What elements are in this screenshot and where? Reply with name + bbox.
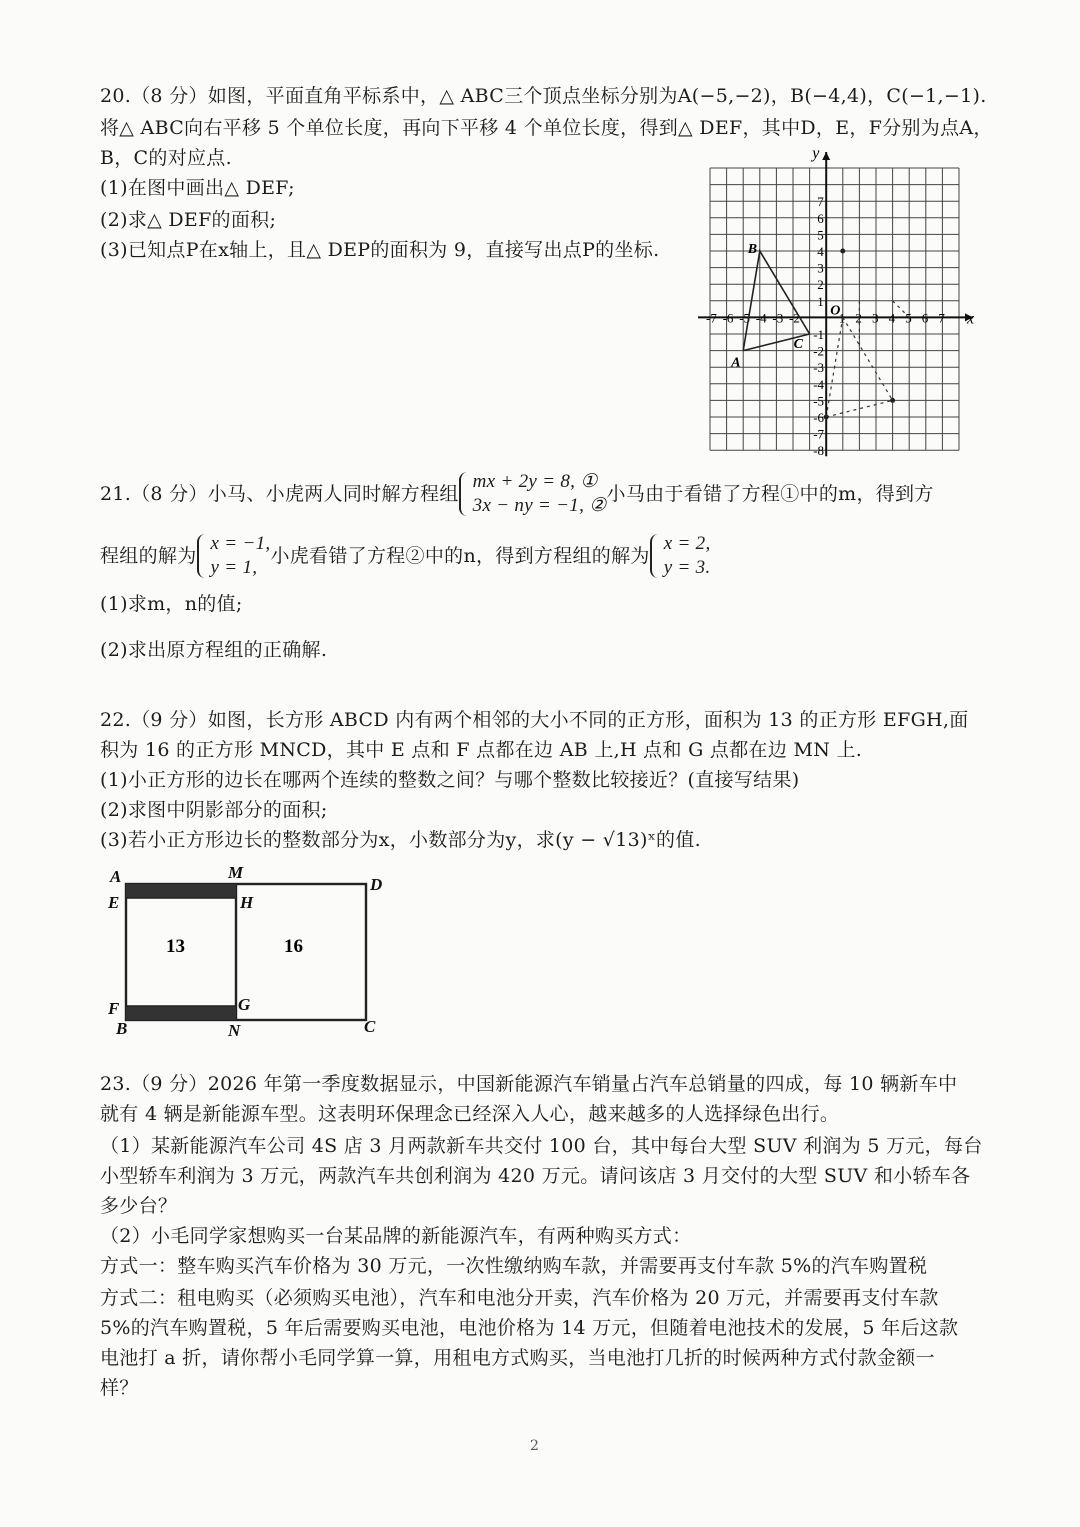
- y-tick-label: -8: [813, 443, 825, 459]
- q20-line1: 20.（8 分）如图，平面直角平标系中，△ ABC三个顶点坐标分别为A(−5,−2)，B(−4,4)，C(−1,−1).: [100, 85, 987, 107]
- origin-label: O: [830, 303, 841, 319]
- page-number: 2: [530, 1438, 540, 1454]
- label-h: H: [240, 893, 254, 912]
- sketch-dot: [824, 415, 829, 420]
- shaded-top: [126, 884, 236, 898]
- q23-line2: 就有 4 辆是新能源车型。这表明环保理念已经深入人心，越来越多的人选择绿色出行。: [100, 1103, 840, 1125]
- coordinate-grid: [690, 140, 990, 459]
- x-tick-label: -5: [739, 310, 751, 326]
- sketch-dot: [890, 398, 895, 403]
- q20-line3: B，C的对应点.: [100, 147, 232, 169]
- y-tick-label: -1: [813, 327, 825, 342]
- q21-sol1a: x = −1,: [210, 533, 271, 554]
- q22-part1: (1)小正方形的边长在哪两个连续的整数之间？与哪个整数比较接近？(直接写结果): [100, 769, 800, 791]
- label-a: A: [110, 867, 122, 886]
- q21-sol1: [211, 532, 271, 580]
- y-tick-label: 2: [817, 277, 824, 293]
- x-tick-label: 5: [905, 310, 912, 326]
- q23-method1: 方式一：整车购买汽车价格为 30 万元，一次性缴纳购车款，并需要再支付车款 5%的汽车购置税: [100, 1255, 928, 1277]
- sketch-dot: [840, 249, 845, 254]
- y-tick-label: 6: [817, 210, 824, 226]
- q21-solution2: [650, 532, 711, 580]
- x-tick-label: 6: [921, 310, 929, 326]
- q21-system: [459, 470, 607, 518]
- q21-sol2a: x = 2,: [663, 533, 711, 554]
- shaded-bottom: [126, 1006, 236, 1020]
- x-tick-label: -3: [772, 310, 784, 326]
- area-label-big: 16: [284, 936, 303, 957]
- label-g: G: [238, 995, 251, 1014]
- x-tick-label: -4: [755, 310, 767, 326]
- point-label-b: B: [747, 242, 758, 257]
- q23-method2b: 5%的汽车购置税，5 年后需要购买电池，电池价格为 14 万元，但随着电池技术的发展，5 年后这款: [100, 1317, 959, 1339]
- q20-part1: (1)在图中画出△ DEF;: [100, 177, 295, 199]
- q21-line2a: 程组的解为: [100, 545, 197, 567]
- label-d: D: [370, 875, 383, 894]
- q23-part2a: （2）小毛同学家想购买一台某品牌的新能源汽车，有两种购买方式：: [100, 1225, 692, 1247]
- y-tick-label: -2: [813, 343, 825, 359]
- q23-part1b: 小型轿车利润为 3 万元，两款汽车共创利润为 420 万元。请问该店 3 月交付的大型 SUV 和小轿车各: [100, 1165, 971, 1187]
- q21-part1: (1)求m，n的值;: [100, 593, 243, 615]
- q22-line2: 积为 16 的正方形 MNCD，其中 E 点和 F 点都在边 AB 上,H 点和 G 点都在边 MN 上.: [100, 739, 863, 761]
- label-f: F: [108, 999, 120, 1018]
- q23-line1: 23.（9 分）2026 年第一季度数据显示，中国新能源汽车销量占汽车总销量的四成，每 10 辆新车中: [100, 1073, 958, 1095]
- q20-part3: (3)已知点P在x轴上，且△ DEP的面积为 9，直接写出点P的坐标.: [100, 239, 660, 261]
- q21-line2b: 小虎看错了方程②中的n，得到方程组的解为: [270, 545, 650, 567]
- label-n: N: [228, 1021, 241, 1040]
- q20-part2: (2)求△ DEF的面积;: [100, 209, 277, 231]
- label-e: E: [108, 893, 120, 912]
- q23-method2a: 方式二：租电购买（必须购买电池），汽车和电池分开卖，汽车价格为 20 万元，并需要再支付车款: [100, 1287, 939, 1309]
- q21-sol1b: y = 1,: [210, 557, 258, 578]
- y-tick-label: -6: [813, 410, 825, 425]
- q21-intro: 21.（8 分）小马、小虎两人同时解方程组: [100, 483, 459, 505]
- y-tick-label: 1: [817, 293, 824, 309]
- q21-tail: 小马由于看错了方程①中的m，得到方: [606, 483, 934, 505]
- rectangle-figure: [100, 860, 400, 1040]
- x-axis-label: x: [967, 310, 975, 328]
- x-tick-label: 1: [838, 310, 846, 326]
- area-label-small: 13: [166, 936, 185, 957]
- y-tick-label: -4: [813, 376, 825, 392]
- q21-eq2: 3x − ny = −1, ②: [472, 495, 607, 516]
- left-brace: [650, 534, 660, 578]
- label-m: M: [228, 863, 244, 882]
- q20-line2: 将△ ABC向右平移 5 个单位长度，再向下平移 4 个单位长度，得到△ DEF，其中D，E，F分别为点A，: [100, 117, 993, 139]
- y-tick-label: -7: [813, 426, 825, 442]
- q21-line1: [100, 466, 934, 522]
- q22-line1: 22.（9 分）如图，长方形 ABCD 内有两个相邻的大小不同的正方形，面积为 13 的正方形 EFGH,面: [100, 709, 969, 731]
- left-brace: [197, 534, 207, 578]
- x-tick-label: -6: [722, 310, 734, 326]
- q21-sol2: [664, 532, 711, 580]
- point-label-a: A: [731, 355, 741, 371]
- y-tick-label: 4: [817, 244, 824, 259]
- point-label-c: C: [793, 337, 803, 352]
- x-tick-label: -2: [789, 310, 800, 326]
- q23-method2d: 样？: [100, 1377, 139, 1399]
- q22-part3: (3)若小正方形边长的整数部分为x，小数部分为y，求(y − √13)ˣ的值.: [100, 829, 701, 851]
- q23-part1c: 多少台？: [100, 1195, 178, 1217]
- q23-part1a: （1）某新能源汽车公司 4S 店 3 月两款新车共交付 100 台，其中每台大型 SUV 利润为 5 万元，每台: [100, 1135, 983, 1157]
- q21-solution1: [197, 532, 271, 580]
- y-axis-arrow: [822, 152, 830, 160]
- x-tick-label: 3: [872, 310, 879, 326]
- y-axis-label: y: [812, 145, 820, 162]
- y-tick-label: 5: [817, 227, 824, 243]
- x-tick-label: 4: [888, 310, 896, 326]
- sketch-line: [843, 317, 893, 400]
- q21-eq1: mx + 2y = 8, ①: [472, 471, 598, 492]
- left-brace: [459, 472, 469, 516]
- y-tick-label: 7: [817, 194, 824, 210]
- label-b: B: [116, 1019, 128, 1038]
- y-tick-label: -3: [813, 360, 825, 376]
- x-tick-label: 7: [938, 310, 945, 326]
- label-c: C: [364, 1017, 376, 1036]
- q21-equations: [473, 470, 607, 518]
- q22-part2: (2)求图中阴影部分的面积;: [100, 799, 328, 821]
- x-tick-label: -7: [706, 310, 717, 326]
- y-tick-label: 3: [817, 260, 824, 276]
- q21-line2: [100, 528, 711, 584]
- x-tick-label: 2: [855, 310, 862, 326]
- q21-part2: (2)求出原方程组的正确解.: [100, 639, 328, 661]
- y-tick-label: -5: [813, 393, 825, 409]
- q23-method2c: 电池打 a 折，请你帮小毛同学算一算，用租电方式购买，当电池打几折的时候两种方式付款金额一: [100, 1347, 935, 1369]
- q21-sol2b: y = 3.: [663, 557, 711, 578]
